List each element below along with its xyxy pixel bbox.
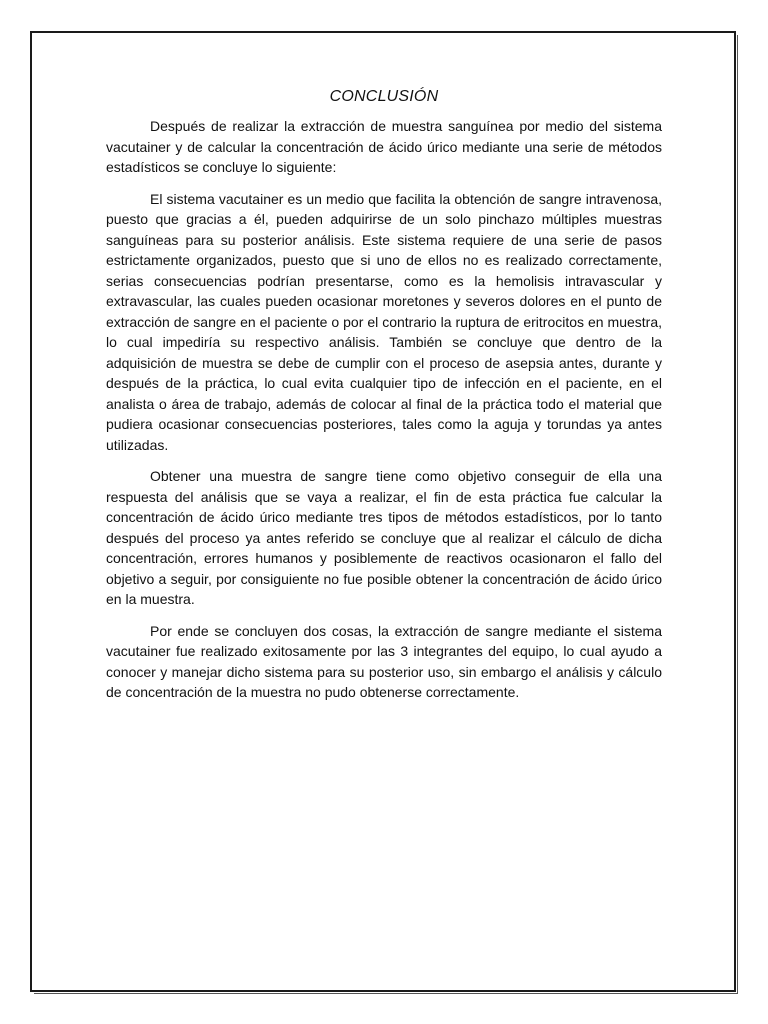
paragraph-vacutainer: El sistema vacutainer es un medio que facilita la obtención de sangre intravenosa, puesto que gracias a él, pueden adquirirse de un solo pinchazo múltiples muestras sanguíneas para su posterior análisis. Este sistema requiere de una serie de pasos estrictamente organizados, puesto que si uno de ellos no es realizado correctamente, serias consecuencias podrían presentarse, como es la hemolisis intravascular y extravascular, las cuales pueden ocasionar moretones y severos dolores en el punto de extracción de sangre en el paciente o por el contrario la ruptura de eritrocitos en muestra, lo cual impediría su respectivo análisis. También se concluye que dentro de la adquisición de muestra se debe de cumplir con el proceso de asepsia antes, durante y después de la práctica, lo cual evita cualquier tipo de infección en el paciente, en el analista o área de trabajo, además de colocar al final de la práctica todo el material que pudiera ocasionar consecuencias posteriores, tales como la aguja y torundas ya antes utilizadas. (106, 190, 662, 453)
paragraph-final: Por ende se concluyen dos cosas, la extracción de sangre mediante el sistema vacutainer fue realizado exitosamente por las 3 integrantes del equipo, lo cual ayudo a conocer y manejar dicho sistema para su posterior uso, sin embargo el análisis y cálculo de concentración de la muestra no pudo obtenerse correctamente. (106, 622, 662, 700)
document-body (106, 88, 662, 714)
paragraph-intro: Después de realizar la extracción de muestra sanguínea por medio del sistema vacutainer y de calcular la concentración de ácido úrico mediante una serie de métodos estadísticos se concluye lo siguiente: (106, 118, 662, 175)
paragraph-objective: Obtener una muestra de sangre tiene como objetivo conseguir de ella una respuesta del análisis que se vaya a realizar, el fin de esta práctica fue calcular la concentración de ácido úrico mediante tres tipos de métodos estadísticos, por lo tanto después del proceso ya antes referido se concluye que al realizar el cálculo de dicha concentración, errores humanos y posiblemente de reactivos ocasionaron el fallo del objetivo a seguir, por consiguiente no fue posible obtener la concentración de ácido úrico en la muestra. (106, 468, 662, 607)
page-title: CONCLUSIÓN (329, 88, 439, 105)
